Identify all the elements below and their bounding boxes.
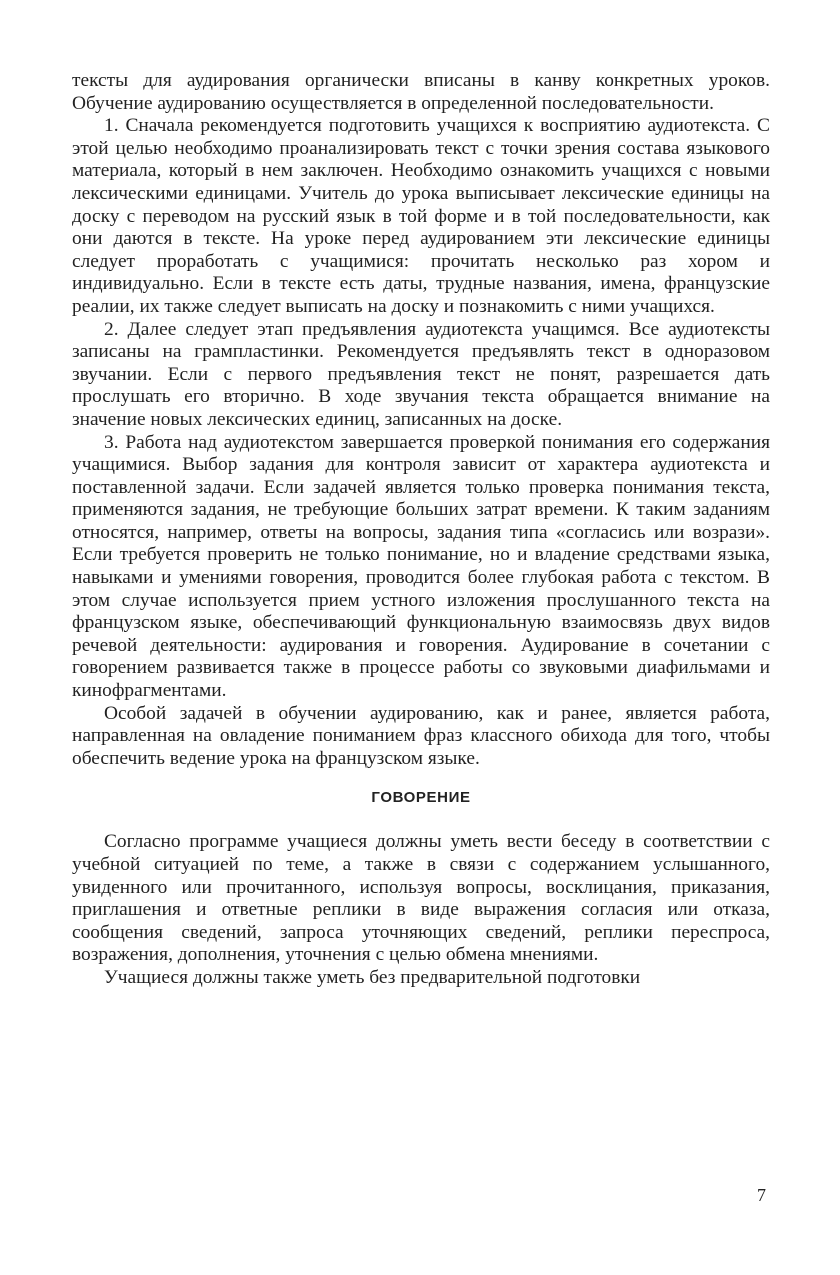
- paragraph-continuation: тексты для аудирования органически вписаны в канву конкретных уроков. Обучение аудированию осуществляется в определенной последовательности.: [72, 70, 770, 114]
- section-heading: ГОВОРЕНИЕ: [371, 789, 471, 807]
- document-page: [72, 70, 770, 1250]
- paragraph-step-1: 1. Сначала рекомендуется подготовить учащихся к восприятию аудиотекста. С этой целью необходимо проанализировать текст с точки зрения состава языкового материала, который в нем заключен. Необходимо ознакомить учащихся с новыми лексическими единицами. Учитель до урока выписывает лексические единицы на доску с переводом на русский язык в той форме и в той последовательности, как они даются в тексте. На уроке перед аудированием эти лексические единицы следует проработать с учащимися: прочитать несколько раз хором и индивидуально. Если в тексте есть даты, трудные названия, имена, французские реалии, их также следует выписать на доску и познакомить с ними учащихся.: [72, 115, 770, 317]
- paragraph-step-3: 3. Работа над аудиотекстом завершается проверкой понимания его содержания учащимися. Выбор задания для контроля зависит от характера аудиотекста и поставленной задачи. Если задачей является только проверка понимания текста, применяются задания, не требующие больших затрат времени. К таким заданиям относятся, например, ответы на вопросы, задания типа «согласись или возрази». Если требуется проверить не только понимание, но и владение средствами языка, навыками и умениями говорения, проводится более глубокая работа с текстом. В этом случае используется прием устного изложения прослушанного текста на французском языке, обеспечивающий функциональную взаимосвязь двух видов речевой деятельности: аудирования и говорения. Аудирование в сочетании с говорением развивается также в процессе работы со звуковыми диафильмами и кинофрагментами.: [72, 431, 770, 702]
- paragraph-classroom-phrases: Особой задачей в обучении аудированию, как и ранее, является работа, направленная на овладение пониманием фраз классного обихода для того, чтобы обеспечить ведение урока на французском языке.: [72, 702, 770, 769]
- paragraph-unprepared-speech: Учащиеся должны также уметь без предварительной подготовки: [104, 966, 641, 988]
- paragraph-speaking-requirements: Согласно программе учащиеся должны уметь вести беседу в соответствии с учебной ситуацией по теме, а также в связи с содержанием услышанного, увиденного или прочитанного, используя вопросы, восклицания, приказания, приглашения и ответные реплики в виде выражения согласия или отказа, сообщения сведений, запроса уточняющих сведений, реплики переспроса, возражения, дополнения, уточнения с целью обмена мнениями.: [72, 831, 770, 966]
- page-number: 7: [757, 1185, 766, 1205]
- paragraph-step-2: 2. Далее следует этап предъявления аудиотекста учащимся. Все аудиотексты записаны на грампластинки. Рекомендуется предъявлять текст в одноразовом звучании. Если с первого предъявления текст не понят, разрешается дать прослушать его вторично. В ходе звучания текста обращается внимание на значение новых лексических единиц, записанных на доске.: [72, 318, 770, 430]
